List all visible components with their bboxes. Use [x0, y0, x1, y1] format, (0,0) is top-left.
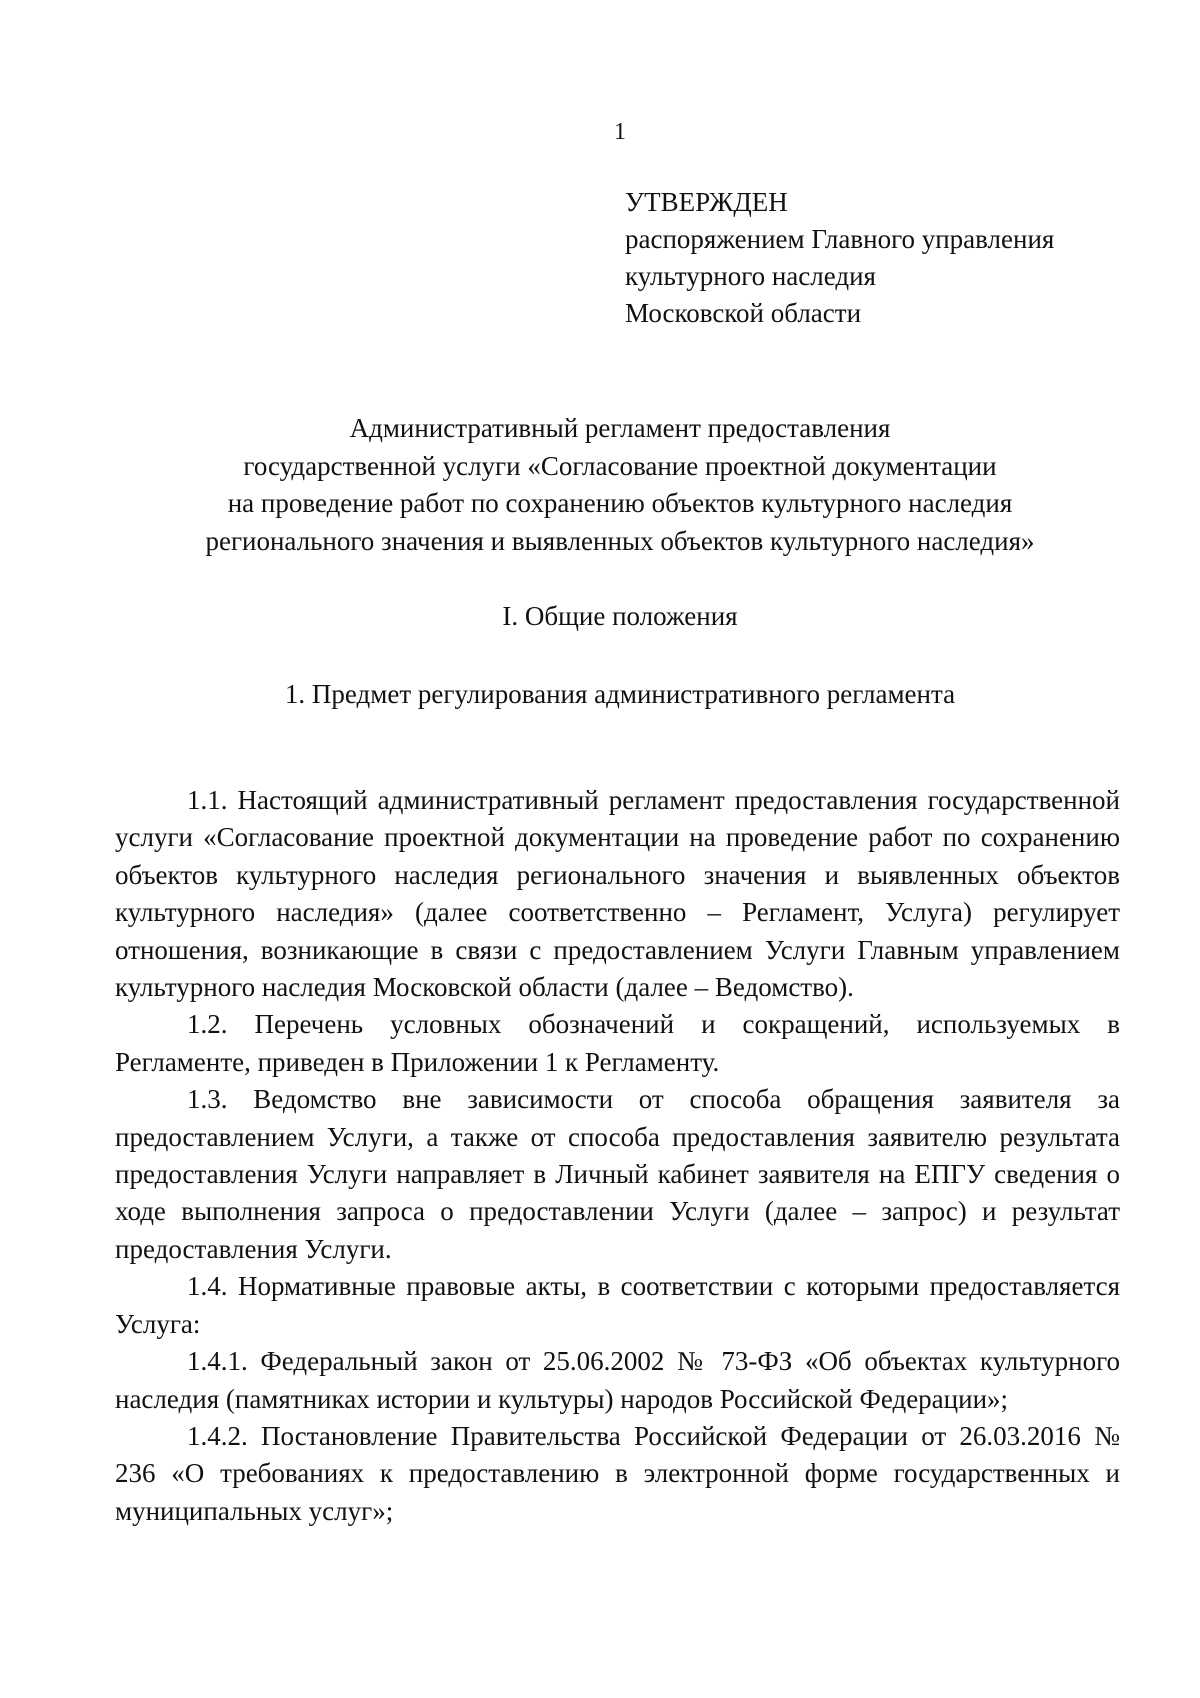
paragraph-1-2: 1.2. Перечень условных обозначений и сокращений, используемых в Регламенте, приведен в Приложении 1 к Регламенту.: [115, 1009, 1120, 1077]
approval-line-2: распоряжением Главного управления: [625, 224, 1055, 254]
paragraph-1-4: 1.4. Нормативные правовые акты, в соответствии с которыми предоставляется Услуга:: [115, 1271, 1120, 1339]
title-line-3: на проведение работ по сохранению объектов культурного наследия: [227, 488, 1013, 518]
approval-line-4: Московской области: [625, 298, 862, 328]
section-heading: I. Общие положения: [502, 601, 738, 631]
approval-block: [625, 184, 1145, 332]
paragraph-1-4-1: 1.4.1. Федеральный закон от 25.06.2002 № 73-ФЗ «Об объектах культурного наследия (памятниках истории и культуры) народов Российской Федерации»;: [115, 1346, 1120, 1414]
paragraph-1-1: 1.1. Настоящий административный регламент предоставления государственной услуги «Согласование проектной документации на проведение работ по сохранению объектов культурного наследия регионального значения и выявленных объектов культурного наследия» (далее соответственно – Регламент, Услуга) регулирует отношения, возникающие в связи с предоставлением Услуги Главным управлением культурного наследия Московской области (далее – Ведомство).: [115, 785, 1120, 1003]
approval-line-1: УТВЕРЖДЕН: [625, 187, 788, 217]
paragraph-1-4-2: 1.4.2. Постановление Правительства Российской Федерации от 26.03.2016 № 236 «О требованиях к предоставлению в электронной форме государственных и муниципальных услуг»;: [115, 1420, 1120, 1526]
subsection-heading: 1. Предмет регулирования административного регламента: [284, 679, 956, 709]
approval-line-3: культурного наследия: [625, 261, 876, 291]
paragraph-1-3: 1.3. Ведомство вне зависимости от способа обращения заявителя за предоставлением Услуги, а также от способа предоставления заявителю результата предоставления Услуги направляет в Личный кабинет заявителя на ЕПГУ сведения о ходе выполнения запроса о предоставлении Услуги (далее – запрос) и результат предоставления Услуги.: [115, 1084, 1120, 1264]
document-title: [120, 410, 1120, 560]
title-line-1: Административный регламент предоставления: [349, 413, 891, 443]
title-line-4: регионального значения и выявленных объектов культурного наследия»: [205, 525, 1035, 556]
body-text: [115, 782, 1120, 1530]
page-number: 1: [614, 119, 626, 145]
title-line-2: государственной услуги «Согласование проектной документации: [243, 450, 997, 481]
